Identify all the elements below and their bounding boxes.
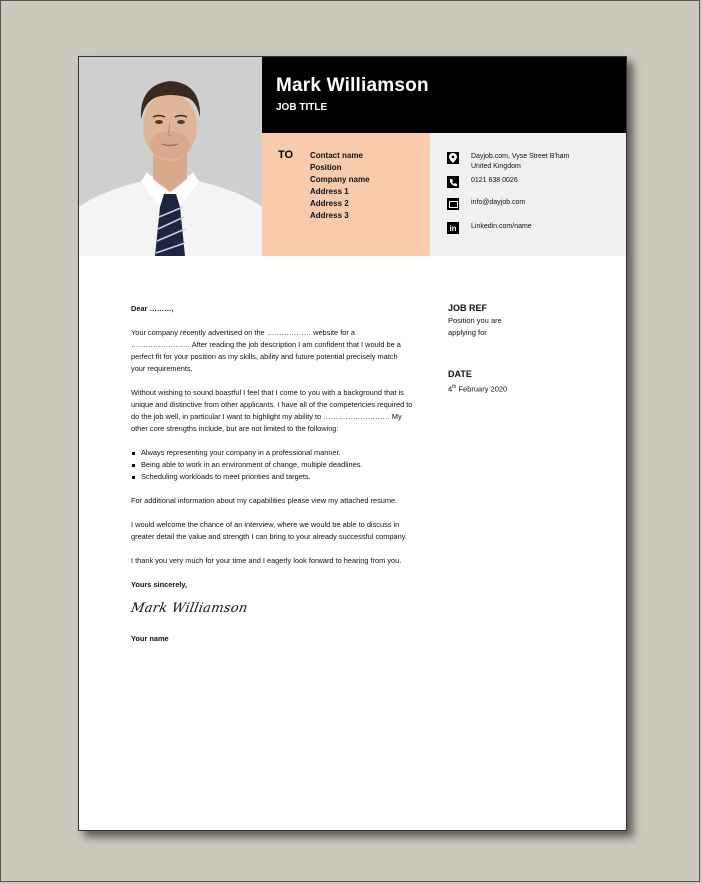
email-address[interactable]: info@dayjob.com bbox=[471, 199, 526, 206]
salutation: Dear ………, bbox=[131, 304, 174, 313]
letter-sidebar bbox=[448, 303, 568, 396]
letter-body bbox=[131, 303, 413, 657]
contact-phone bbox=[447, 176, 518, 188]
your-name: Your name bbox=[131, 634, 169, 643]
signature: Mark Williamson bbox=[129, 601, 249, 616]
linkedin-url[interactable]: Linkedin.com/name bbox=[471, 223, 532, 230]
recipient-company: Company name bbox=[310, 175, 370, 184]
strengths-list bbox=[131, 447, 413, 483]
recipient-address-2: Address 2 bbox=[310, 199, 349, 208]
list-item: Being able to work in an environment of change, multiple deadlines. bbox=[141, 459, 413, 471]
recipient-position: Position bbox=[310, 163, 342, 172]
contact-address bbox=[447, 152, 569, 172]
job-ref-value: Position you are applying for bbox=[448, 316, 502, 337]
date-value bbox=[448, 381, 568, 396]
linkedin-icon: in bbox=[447, 222, 459, 234]
header-banner bbox=[262, 57, 626, 133]
contact-linkedin bbox=[447, 222, 532, 234]
closing: Yours sincerely, bbox=[131, 580, 188, 589]
recipient-address-3: Address 3 bbox=[310, 211, 349, 220]
address-line-1: Dayjob.com, Vyse Street B'ham bbox=[471, 153, 570, 160]
paragraph-1: Your company recently advertised on the ……………… website for a …………………… After reading the job description I am confident that I would be a perfect fit for your position as my skills, ability and future potential precisely match your requirements. bbox=[131, 328, 401, 373]
job-title: JOB TITLE bbox=[276, 102, 328, 113]
list-item: Scheduling workloads to meet priorities and targets. bbox=[141, 471, 413, 483]
phone-icon bbox=[447, 176, 459, 188]
paragraph-4: I would welcome the chance of an interview, where we would be able to discuss in greater detail the value and strength I can bring to your already successful company. bbox=[131, 520, 407, 541]
job-ref-label: JOB REF bbox=[448, 303, 488, 313]
profile-photo bbox=[79, 57, 262, 256]
cover-letter-page bbox=[78, 56, 627, 831]
applicant-name: Mark Williamson bbox=[276, 75, 429, 96]
list-item: Always representing your company in a professional manner. bbox=[141, 447, 413, 459]
to-label: TO bbox=[278, 149, 294, 161]
date-label: DATE bbox=[448, 369, 472, 379]
contact-block bbox=[430, 133, 626, 256]
email-icon bbox=[447, 198, 459, 210]
recipient-address-1: Address 1 bbox=[310, 187, 349, 196]
recipient-block bbox=[262, 133, 430, 256]
address-line-2: United Kingdom bbox=[471, 163, 521, 170]
paragraph-5: I thank you very much for your time and I eagerly look forward to hearing from you. bbox=[131, 556, 402, 565]
location-icon bbox=[447, 152, 459, 164]
phone-number[interactable]: 0121 638 0026 bbox=[471, 177, 518, 184]
paragraph-2: Without wishing to sound boastful I feel that I come to you with a background that is unique and distinctive from other applicants. I have all of the competencies required to do the job well, in particular I want to highlight my ability to ……………………… My other core strengths include, but are not limited to the following: bbox=[131, 388, 413, 433]
date-day: 4 bbox=[448, 384, 453, 394]
date-month-year: February 2020 bbox=[456, 384, 508, 394]
paragraph-3: For additional information about my capabilities please view my attached resume. bbox=[131, 496, 398, 505]
date-suffix: th bbox=[452, 384, 457, 390]
recipient-lines bbox=[310, 150, 370, 222]
contact-email bbox=[447, 198, 525, 210]
recipient-contact-name: Contact name bbox=[310, 151, 363, 160]
